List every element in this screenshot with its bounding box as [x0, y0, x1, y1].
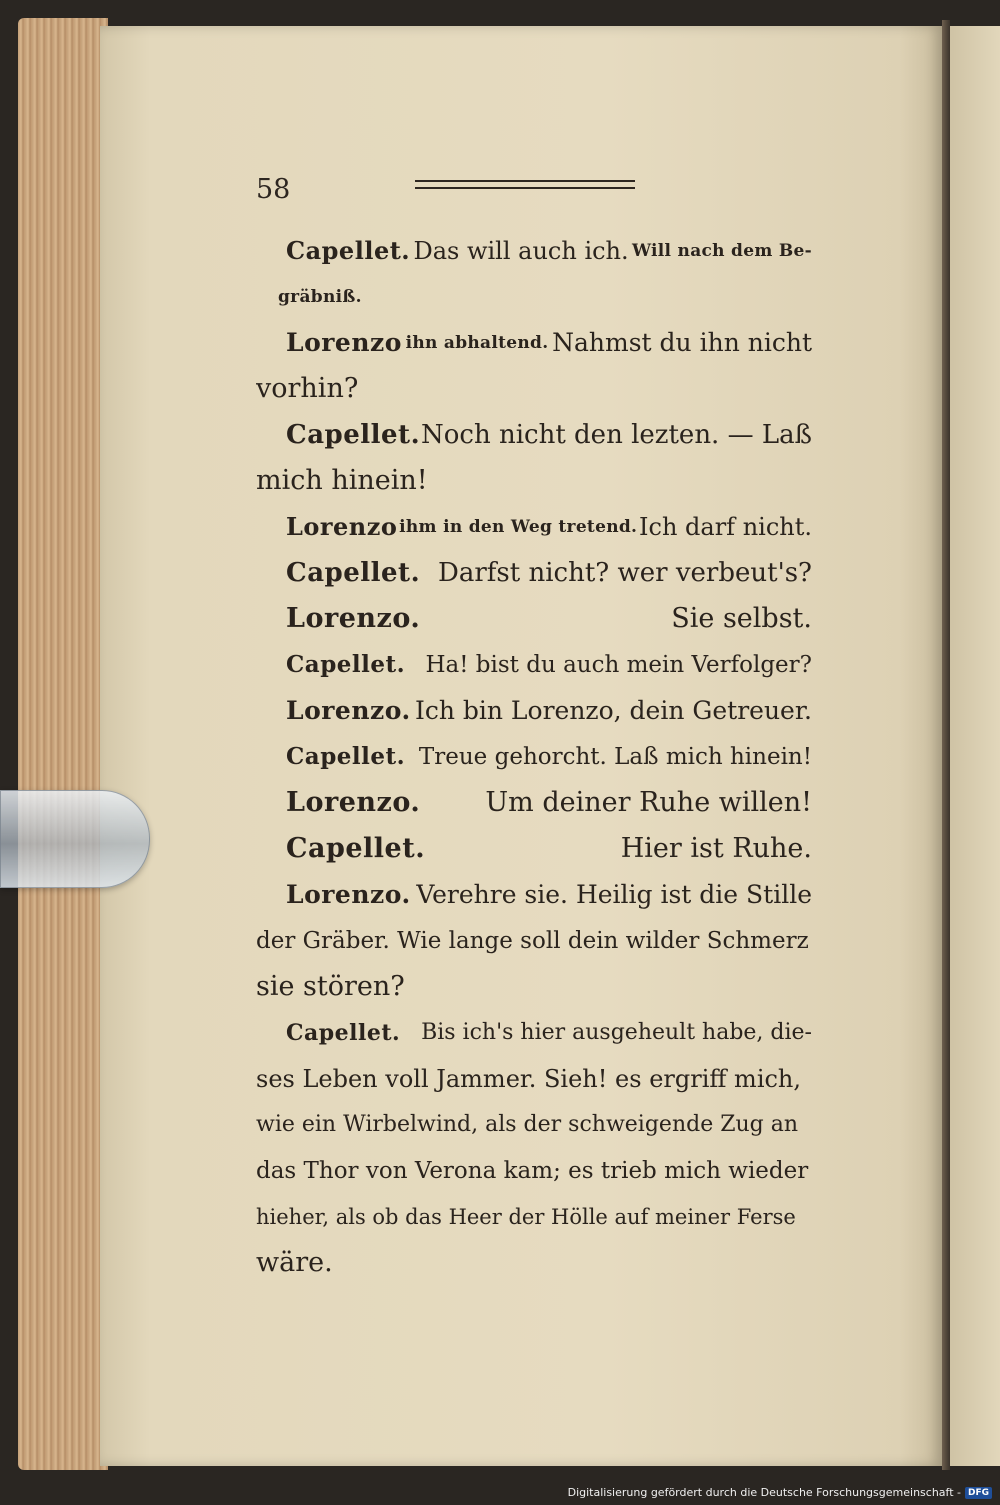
- stage-direction: gräbniß.: [278, 287, 362, 307]
- text-line: [256, 918, 812, 964]
- text-line: [256, 1102, 812, 1148]
- dialogue-text: ses Leben voll Jammer. Sieh! es ergriff mich,: [256, 1065, 802, 1093]
- dialogue-text: hieher, als ob das Heer der Hölle auf meiner Ferse: [256, 1205, 796, 1229]
- text-line: [256, 320, 812, 366]
- text-line: [256, 688, 812, 734]
- speaker-name: Capellet.: [286, 651, 406, 678]
- text-line: [256, 642, 812, 688]
- dialogue-text: Um deiner Ruhe willen!: [485, 787, 812, 818]
- dialogue-text: Treue gehorcht. Laß mich hinein!: [418, 744, 812, 770]
- text-line: [256, 458, 812, 504]
- header-rule: [415, 180, 635, 189]
- text-line: [256, 228, 812, 274]
- next-page-edge: [950, 26, 1000, 1466]
- text-line: [256, 780, 812, 826]
- speaker-name: Lorenzo.: [286, 880, 411, 909]
- text-line: [256, 1010, 812, 1056]
- dialogue-text: Ich darf nicht.: [639, 513, 812, 541]
- text-line: [256, 872, 812, 918]
- dialogue-text: vorhin?: [256, 373, 359, 404]
- text-line: [256, 550, 812, 596]
- speaker-name: Capellet.: [286, 1020, 401, 1046]
- text-line: [256, 1240, 812, 1286]
- dialogue-text: Verehre sie. Heilig ist die Stille: [416, 880, 812, 909]
- text-line: [256, 826, 812, 872]
- stage-direction: ihm in den Weg tretend.: [399, 517, 638, 537]
- page-number: 58: [256, 174, 291, 205]
- dialogue-text: Hier ist Ruhe.: [620, 833, 812, 864]
- text-line: [256, 504, 812, 550]
- text-line: [256, 274, 812, 320]
- footer-text: Digitalisierung gefördert durch die Deutsche Forschungsgemeinschaft -: [567, 1486, 961, 1499]
- dialogue-text: wäre.: [256, 1247, 333, 1278]
- text-line: [256, 1194, 812, 1240]
- stage-direction: Will nach dem Be-: [631, 241, 812, 261]
- speaker-name: Capellet.: [286, 420, 421, 450]
- speaker-name: Lorenzo.: [286, 787, 421, 818]
- footer-credit: [568, 1486, 992, 1499]
- text-line: [256, 734, 812, 780]
- dialogue-text: Ha! bist du auch mein Verfolger?: [425, 652, 812, 678]
- dialogue-text: Darfst nicht? wer verbeut's?: [438, 558, 812, 588]
- dialogue-text: Nahmst du ihn nicht: [552, 328, 812, 357]
- dialogue-text: der Gräber. Wie lange soll dein wilder Schmerz: [256, 928, 809, 954]
- speaker-name: Capellet.: [286, 558, 421, 588]
- dialogue-text: Sie selbst.: [671, 603, 812, 634]
- speaker-name: Lorenzo.: [286, 603, 421, 634]
- text-line: [256, 366, 812, 412]
- page-holder-clip: [0, 790, 150, 888]
- page-text: [256, 228, 812, 1286]
- text-line: [256, 596, 812, 642]
- dialogue-text: mich hinein!: [256, 465, 428, 496]
- speaker-name: Capellet.: [286, 236, 411, 265]
- text-line: [256, 1056, 812, 1102]
- speaker-name: Capellet.: [286, 743, 406, 770]
- stage-direction: ihn abhaltend.: [405, 333, 549, 353]
- dfg-logo: DFG: [965, 1487, 992, 1499]
- book-gutter: [942, 20, 950, 1470]
- speaker-name: Lorenzo: [286, 328, 402, 357]
- dialogue-text: das Thor von Verona kam; es trieb mich wieder: [256, 1158, 809, 1184]
- text-line: [256, 1148, 812, 1194]
- speaker-name: Lorenzo: [286, 512, 398, 541]
- text-line: [256, 412, 812, 458]
- text-line: [256, 964, 812, 1010]
- speaker-name: Capellet.: [286, 833, 426, 864]
- book-page-edges: [18, 18, 108, 1470]
- speaker-name: Lorenzo.: [286, 696, 411, 725]
- dialogue-text: wie ein Wirbelwind, als der schweigende Zug an: [256, 1112, 799, 1137]
- dialogue-text: Ich bin Lorenzo, dein Getreuer.: [414, 696, 812, 725]
- dialogue-text: Noch nicht den lezten. — Laß: [420, 420, 812, 450]
- dialogue-text: Bis ich's hier ausgeheult habe, die-: [421, 1020, 812, 1045]
- dialogue-text: Das will auch ich.: [413, 237, 629, 265]
- dialogue-text: sie stören?: [256, 971, 405, 1002]
